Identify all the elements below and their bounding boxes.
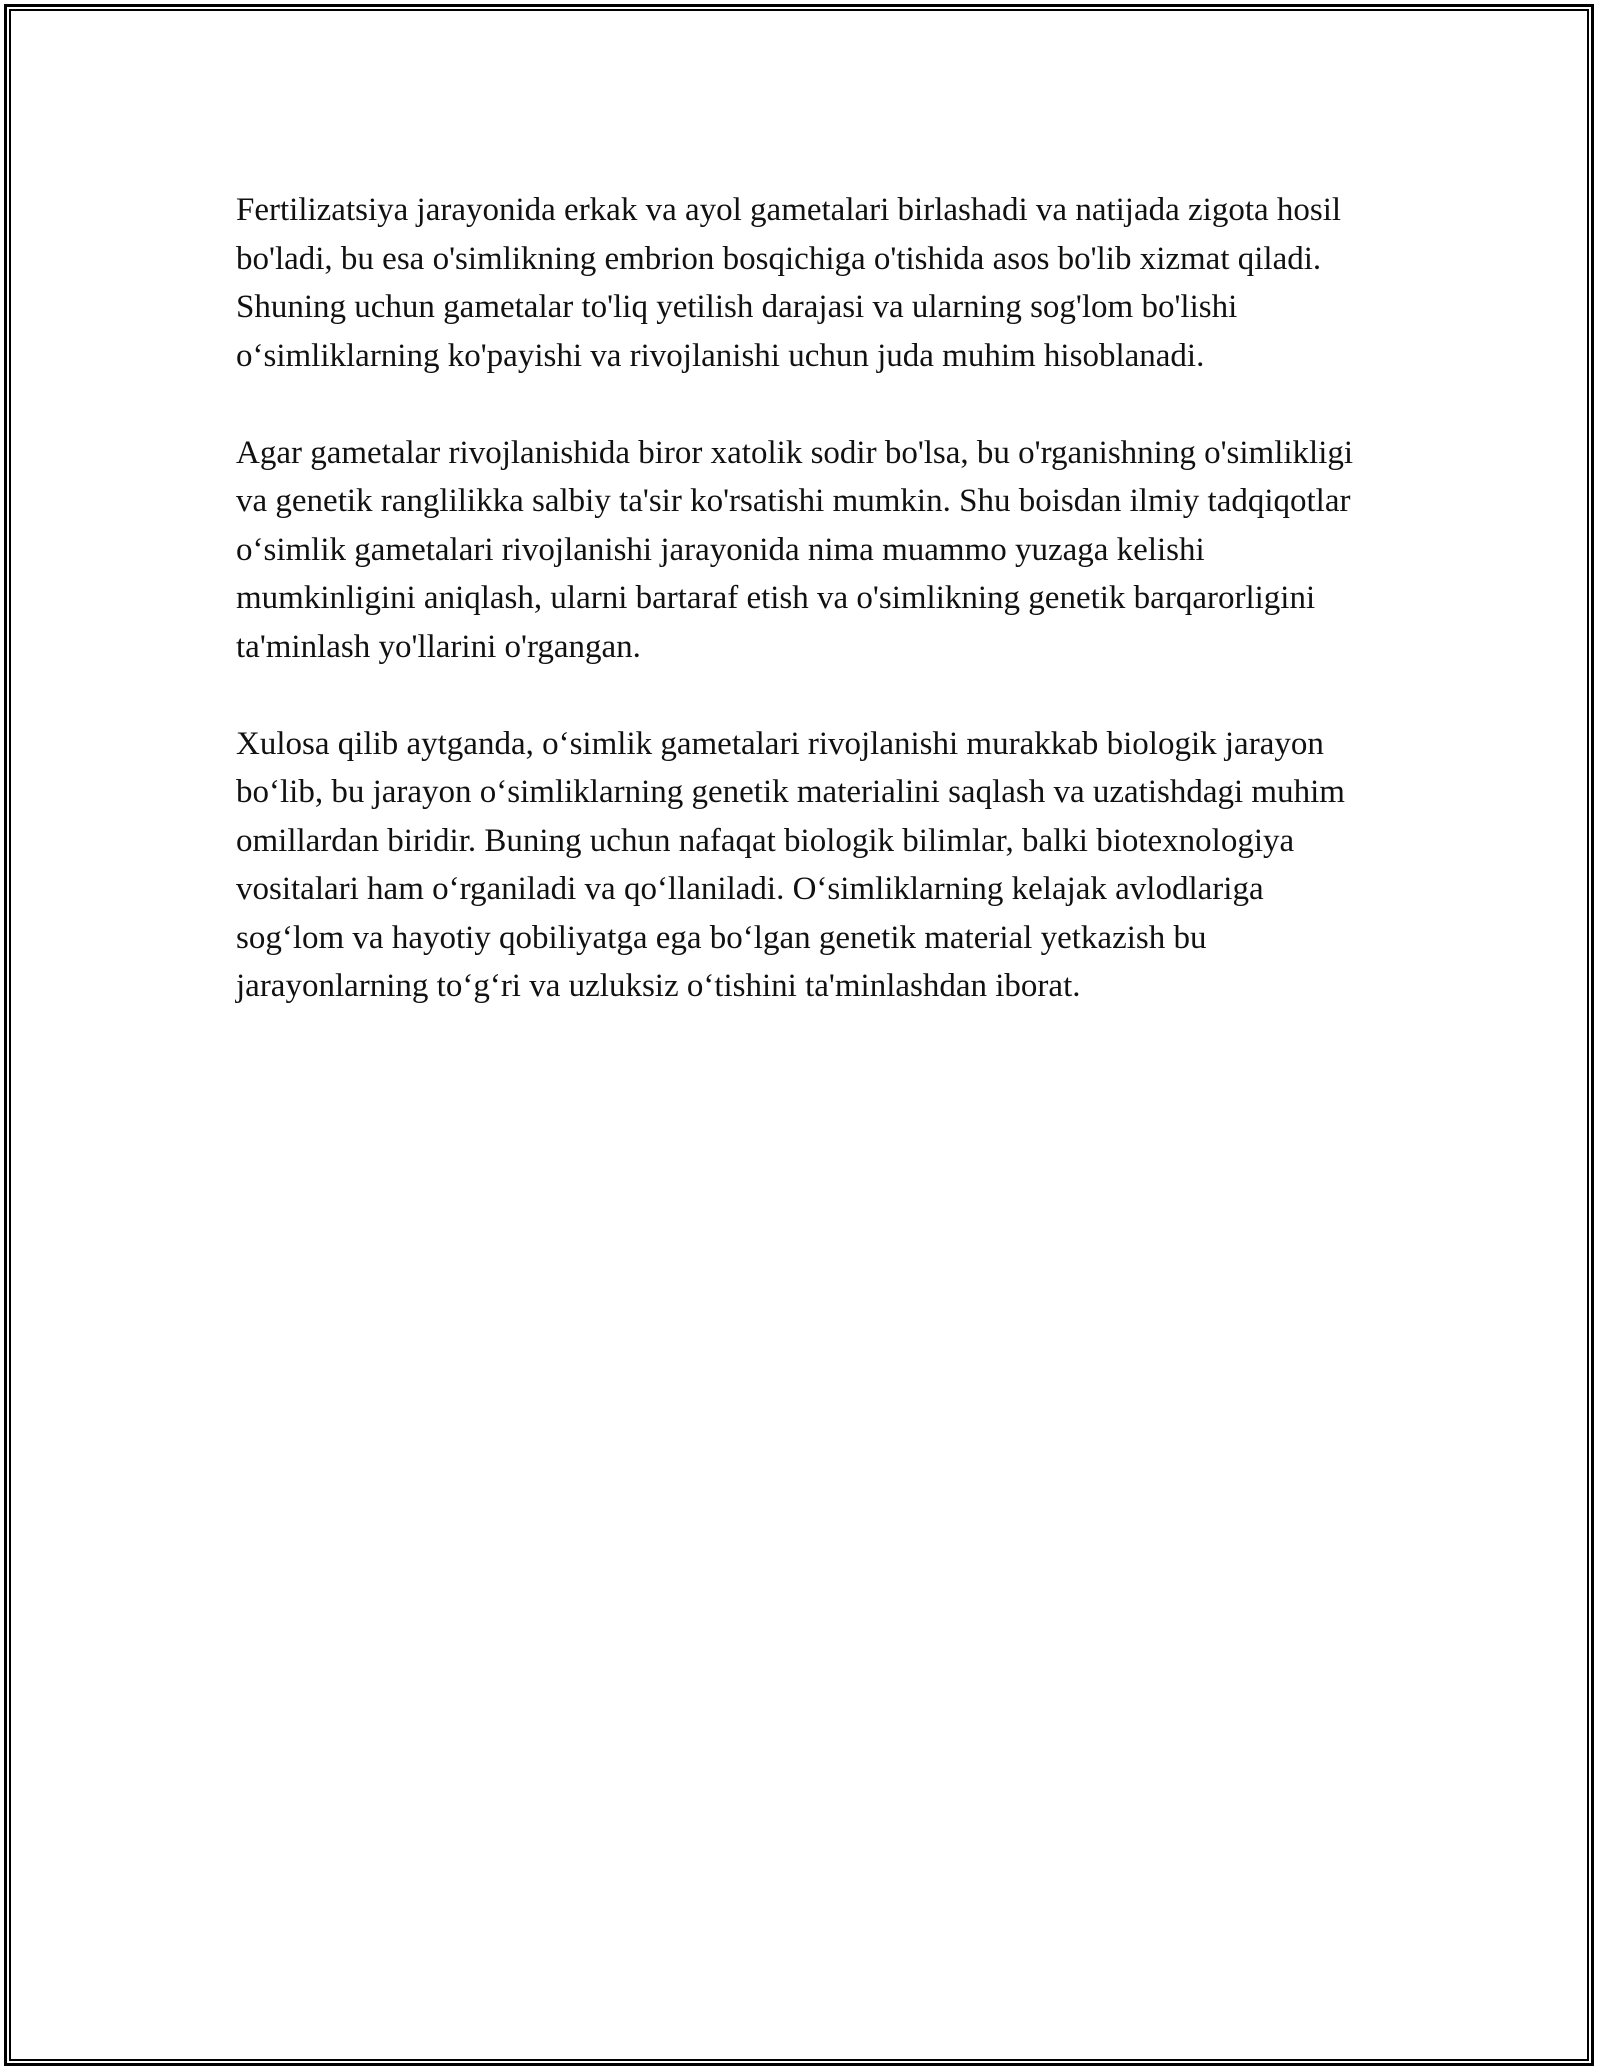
paragraph-3: Xulosa qilib aytganda, o‘simlik gametalari rivojlanishi murakkab biologik jarayon bo‘lib, bu jarayon o‘simliklarning genetik materialini saqlash va uzatishdagi muhim omillardan biridir. Buning uchun nafaqat biologik bilimlar, balki biotexnologiya vositalari ham o‘rganiladi va qo‘llaniladi. O‘simliklarning kelajak avlodlariga sog‘lom va hayotiy qobiliyatga ega bo‘lgan genetik material yetkazish bu jarayonlarning to‘g‘ri va uzluksiz o‘tishini ta'minlashdan iborat. [236, 725, 1345, 1004]
document-body [236, 186, 1356, 1059]
paragraph-1: Fertilizatsiya jarayonida erkak va ayol gametalari birlashadi va natijada zigota hosil bo'ladi, bu esa o'simlikning embrion bosqichiga o'tishida asos bo'lib xizmat qiladi. Shuning uchun gametalar to'liq yetilish darajasi va ularning sog'lom bo'lishi o‘simliklarning ko'payishi va rivojlanishi uchun juda muhim hisoblanadi. [236, 192, 1342, 374]
paragraph-2: Agar gametalar rivojlanishida biror xatolik sodir bo'lsa, bu o'rganishning o'simlikligi va genetik ranglilikka salbiy ta'sir ko'rsatishi mumkin. Shu boisdan ilmiy tadqiqotlar o‘simlik gametalari rivojlanishi jarayonida nima muammo yuzaga kelishi mumkinligini aniqlash, ularni bartaraf etish va o'simlikning genetik barqarorligini ta'minlash yo'llarini o'rgangan. [236, 434, 1354, 665]
